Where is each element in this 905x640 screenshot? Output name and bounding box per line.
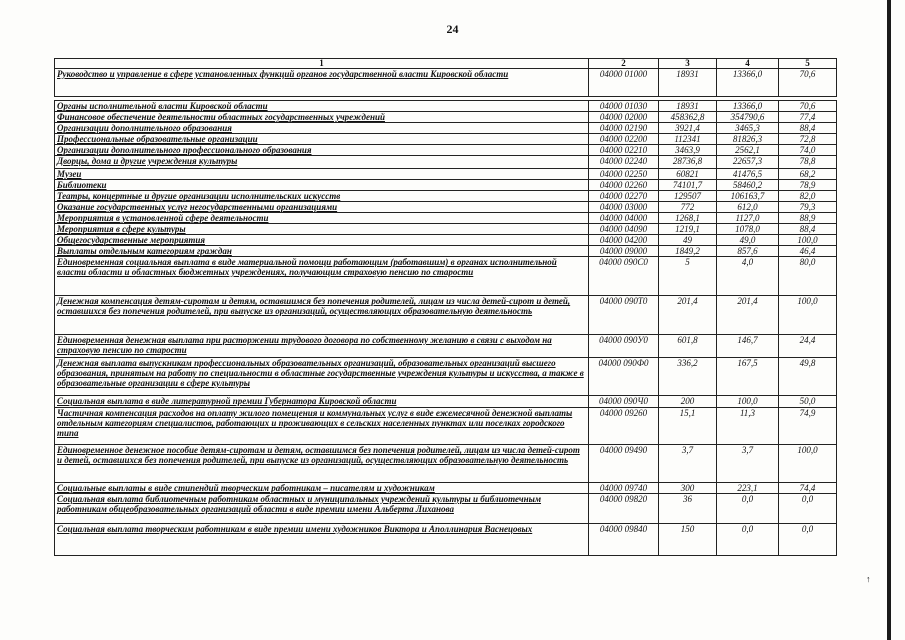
row-value-col5-cell: 77,4 xyxy=(779,112,837,123)
row-value-col4-cell: 3,7 xyxy=(717,445,779,483)
row-name-cell: Единовременная социальная выплата в виде материальной помощи работающим (работавшим) в органах исполнительной власти области и областных бюджетных учреждениях, получающим страховую пенсию по старости xyxy=(55,257,589,296)
row-code-cell: 04000 09260 xyxy=(589,408,659,445)
table-row xyxy=(55,358,837,396)
row-value-col5-cell: 78,9 xyxy=(779,180,837,191)
row-code-cell: 04000 090Ф0 xyxy=(589,358,659,396)
row-name-cell: Финансовое обеспечение деятельности областных государственных учреждений xyxy=(55,112,589,123)
row-name-cell: Единовременное денежное пособие детям-сиротам и детям, оставшимся без попечения родителей, лицам из числа детей-сирот и детей, оставшихся без попечения родителей, при выпуске из организаций, осуществляющих образовательную деятельность xyxy=(55,445,589,483)
row-value-col5-cell: 79,3 xyxy=(779,202,837,213)
row-value-col5-cell: 68,2 xyxy=(779,169,837,180)
row-value-col3-cell: 5 xyxy=(659,257,717,296)
column-header: 4 xyxy=(717,59,779,69)
row-code-cell: 04000 09740 xyxy=(589,483,659,494)
row-name-cell: Театры, концертные и другие организации исполнительских искусств xyxy=(55,191,589,202)
row-code-cell: 04000 09490 xyxy=(589,445,659,483)
row-value-col4-cell: 1127,0 xyxy=(717,213,779,224)
row-value-col3-cell: 201,4 xyxy=(659,296,717,335)
row-value-col4-cell: 146,7 xyxy=(717,335,779,358)
table-row xyxy=(55,296,837,335)
row-name-cell: Организации дополнительного образования xyxy=(55,123,589,134)
row-name-cell: Оказание государственных услуг негосударственными организациями xyxy=(55,202,589,213)
row-value-col4-cell: 1078,0 xyxy=(717,224,779,235)
row-value-col4-cell: 106163,7 xyxy=(717,191,779,202)
row-value-col4-cell: 0,0 xyxy=(717,524,779,556)
row-value-col3-cell: 112341 xyxy=(659,134,717,145)
table-row xyxy=(55,202,837,213)
budget-table xyxy=(54,58,837,556)
row-value-col3-cell: 28736,8 xyxy=(659,156,717,169)
row-code-cell: 04000 090Т0 xyxy=(589,296,659,335)
row-value-col5-cell: 88,9 xyxy=(779,213,837,224)
row-code-cell: 04000 09820 xyxy=(589,494,659,524)
row-code-cell: 04000 09840 xyxy=(589,524,659,556)
row-code-cell: 04000 02270 xyxy=(589,191,659,202)
row-value-col5-cell: 72,8 xyxy=(779,134,837,145)
row-value-col3-cell: 458362,8 xyxy=(659,112,717,123)
row-value-col3-cell: 772 xyxy=(659,202,717,213)
row-value-col5-cell: 24,4 xyxy=(779,335,837,358)
row-value-col5-cell: 49,8 xyxy=(779,358,837,396)
row-value-col4-cell: 58460,2 xyxy=(717,180,779,191)
row-name-cell: Музеи xyxy=(55,169,589,180)
row-value-col5-cell: 74,9 xyxy=(779,408,837,445)
row-name-cell: Библиотеки xyxy=(55,180,589,191)
row-value-col5-cell: 100,0 xyxy=(779,296,837,335)
table-row xyxy=(55,335,837,358)
row-value-col5-cell: 74,4 xyxy=(779,483,837,494)
table-row xyxy=(55,445,837,483)
row-code-cell: 04000 04000 xyxy=(589,213,659,224)
row-code-cell: 04000 02200 xyxy=(589,134,659,145)
row-name-cell: Профессиональные образовательные организации xyxy=(55,134,589,145)
row-code-cell: 04000 04090 xyxy=(589,224,659,235)
table-row xyxy=(55,156,837,169)
row-value-col4-cell: 11,3 xyxy=(717,408,779,445)
row-name-cell: Социальная выплата в виде литературной премии Губернатора Кировской области xyxy=(55,396,589,408)
row-code-cell: 04000 02210 xyxy=(589,145,659,156)
row-value-col3-cell: 3,7 xyxy=(659,445,717,483)
row-code-cell: 04000 04200 xyxy=(589,235,659,246)
table-row xyxy=(55,69,837,97)
table-row xyxy=(55,191,837,202)
table-row xyxy=(55,224,837,235)
row-value-col5-cell: 0,0 xyxy=(779,524,837,556)
row-value-col3-cell: 1849,2 xyxy=(659,246,717,257)
row-value-col5-cell: 78,8 xyxy=(779,156,837,169)
row-value-col4-cell: 612,0 xyxy=(717,202,779,213)
table-row xyxy=(55,524,837,556)
row-code-cell: 04000 02000 xyxy=(589,112,659,123)
row-value-col3-cell: 74101,7 xyxy=(659,180,717,191)
table-row xyxy=(55,408,837,445)
row-value-col5-cell: 100,0 xyxy=(779,445,837,483)
row-name-cell: Органы исполнительной власти Кировской области xyxy=(55,101,589,112)
row-value-col3-cell: 3463,9 xyxy=(659,145,717,156)
table-row xyxy=(55,483,837,494)
row-code-cell: 04000 03000 xyxy=(589,202,659,213)
row-value-col4-cell: 2562,1 xyxy=(717,145,779,156)
row-name-cell: Дворцы, дома и другие учреждения культуры xyxy=(55,156,589,169)
row-code-cell: 04000 02250 xyxy=(589,169,659,180)
row-value-col4-cell: 22657,3 xyxy=(717,156,779,169)
row-value-col5-cell: 70,6 xyxy=(779,101,837,112)
row-value-col3-cell: 3921,4 xyxy=(659,123,717,134)
row-code-cell: 04000 02260 xyxy=(589,180,659,191)
row-name-cell: Социальные выплаты в виде стипендий творческим работникам – писателям и художникам xyxy=(55,483,589,494)
row-value-col3-cell: 60821 xyxy=(659,169,717,180)
table-row xyxy=(55,134,837,145)
row-name-cell: Мероприятия в сфере культуры xyxy=(55,224,589,235)
row-value-col3-cell: 336,2 xyxy=(659,358,717,396)
row-value-col3-cell: 200 xyxy=(659,396,717,408)
row-value-col4-cell: 857,6 xyxy=(717,246,779,257)
table-row xyxy=(55,123,837,134)
row-name-cell: Единовременная денежная выплата при расторжении трудового договора по собственному желанию в связи с выходом на страховую пенсию по старости xyxy=(55,335,589,358)
row-code-cell: 04000 090С0 xyxy=(589,257,659,296)
table-row xyxy=(55,213,837,224)
row-value-col4-cell: 13366,0 xyxy=(717,101,779,112)
row-code-cell: 04000 090У0 xyxy=(589,335,659,358)
row-code-cell: 04000 01000 xyxy=(589,69,659,97)
row-name-cell: Организации дополнительного профессионального образования xyxy=(55,145,589,156)
row-value-col3-cell: 15,1 xyxy=(659,408,717,445)
row-name-cell: Социальная выплата библиотечным работникам областных и муниципальных учреждений культуры и библиотечным работникам общеобразовательных организаций области в виде премии имени Альберта Лиханова xyxy=(55,494,589,524)
row-value-col4-cell: 4,0 xyxy=(717,257,779,296)
row-value-col3-cell: 49 xyxy=(659,235,717,246)
row-name-cell: Частичная компенсация расходов на оплату жилого помещения и коммунальных услуг в виде ежемесячной денежной выплаты отдельным категориям специалистов, работающих и проживающих в сельских населенных пунктах или поселках городского типа xyxy=(55,408,589,445)
table-row xyxy=(55,235,837,246)
row-value-col5-cell: 88,4 xyxy=(779,123,837,134)
row-code-cell: 04000 090Ч0 xyxy=(589,396,659,408)
row-value-col4-cell: 3465,3 xyxy=(717,123,779,134)
row-name-cell: Руководство и управление в сфере установленных функций органов государственной власти Кировской области xyxy=(55,69,589,97)
row-name-cell: Денежная выплата выпускникам профессиональных образовательных организаций, образовательных организаций высшего образования, принятым на работу по специальности в областные государственные учреждения культуры и искусства, а также в образовательные организации в сфере культуры xyxy=(55,358,589,396)
row-value-col4-cell: 81826,3 xyxy=(717,134,779,145)
row-name-cell: Общегосударственные мероприятия xyxy=(55,235,589,246)
row-value-col4-cell: 100,0 xyxy=(717,396,779,408)
margin-mark: ↑ xyxy=(866,574,871,584)
table-row xyxy=(55,396,837,408)
row-value-col5-cell: 80,0 xyxy=(779,257,837,296)
row-value-col5-cell: 100,0 xyxy=(779,235,837,246)
row-value-col4-cell: 354790,6 xyxy=(717,112,779,123)
row-value-col3-cell: 18931 xyxy=(659,69,717,97)
row-value-col3-cell: 1268,1 xyxy=(659,213,717,224)
table-row xyxy=(55,112,837,123)
row-value-col3-cell: 36 xyxy=(659,494,717,524)
row-value-col4-cell: 167,5 xyxy=(717,358,779,396)
column-header: 2 xyxy=(589,59,659,69)
row-value-col3-cell: 129507 xyxy=(659,191,717,202)
row-value-col5-cell: 88,4 xyxy=(779,224,837,235)
table-header xyxy=(55,59,837,69)
column-header: 5 xyxy=(779,59,837,69)
row-value-col4-cell: 41476,5 xyxy=(717,169,779,180)
row-value-col5-cell: 50,0 xyxy=(779,396,837,408)
row-value-col5-cell: 46,4 xyxy=(779,246,837,257)
column-header: 3 xyxy=(659,59,717,69)
row-value-col3-cell: 18931 xyxy=(659,101,717,112)
page-number: 24 xyxy=(446,22,459,36)
row-value-col5-cell: 82,0 xyxy=(779,191,837,202)
table-row xyxy=(55,246,837,257)
row-value-col3-cell: 601,8 xyxy=(659,335,717,358)
row-name-cell: Социальная выплата творческим работникам в виде премии имени художников Виктора и Аполлинария Васнецовых xyxy=(55,524,589,556)
row-value-col5-cell: 0,0 xyxy=(779,494,837,524)
table-row xyxy=(55,169,837,180)
row-code-cell: 04000 09000 xyxy=(589,246,659,257)
row-name-cell: Мероприятия в установленной сфере деятельности xyxy=(55,213,589,224)
table-body xyxy=(55,69,837,556)
table-row xyxy=(55,494,837,524)
row-name-cell: Выплаты отдельным категориям граждан xyxy=(55,246,589,257)
row-value-col5-cell: 74,0 xyxy=(779,145,837,156)
table-row xyxy=(55,257,837,296)
column-header: 1 xyxy=(55,59,589,69)
right-edge-rule xyxy=(887,0,891,640)
row-name-cell: Денежная компенсация детям-сиротам и детям, оставшимся без попечения родителей, лицам из числа детей-сирот и детей, оставшихся без попечения родителей, при выпуске из организаций, осуществляющих образовательную деятельность xyxy=(55,296,589,335)
row-value-col4-cell: 201,4 xyxy=(717,296,779,335)
row-code-cell: 04000 02240 xyxy=(589,156,659,169)
row-value-col4-cell: 49,0 xyxy=(717,235,779,246)
table-row xyxy=(55,180,837,191)
row-code-cell: 04000 01030 xyxy=(589,101,659,112)
row-value-col4-cell: 223,1 xyxy=(717,483,779,494)
row-value-col4-cell: 0,0 xyxy=(717,494,779,524)
row-value-col3-cell: 150 xyxy=(659,524,717,556)
row-value-col3-cell: 300 xyxy=(659,483,717,494)
row-value-col5-cell: 70,6 xyxy=(779,69,837,97)
row-value-col4-cell: 13366,0 xyxy=(717,69,779,97)
row-value-col3-cell: 1219,1 xyxy=(659,224,717,235)
row-code-cell: 04000 02190 xyxy=(589,123,659,134)
table-row xyxy=(55,101,837,112)
table-row xyxy=(55,145,837,156)
